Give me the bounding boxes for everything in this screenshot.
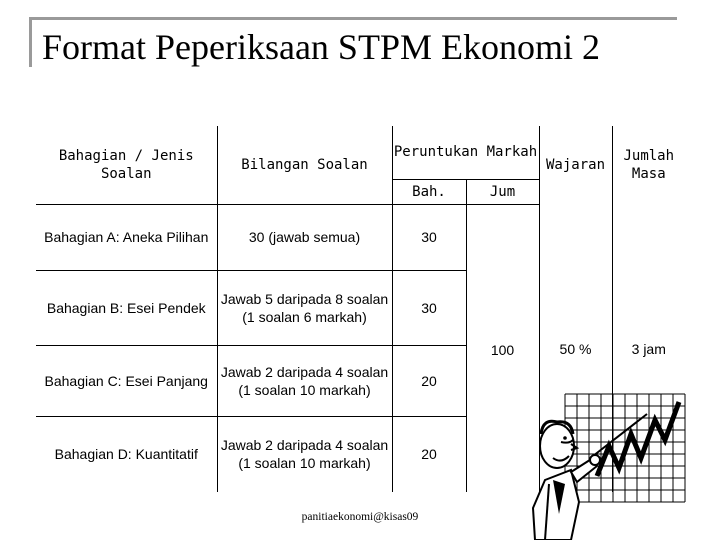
weight-value: 50 %: [539, 204, 612, 492]
total-time: 3 jam: [631, 341, 666, 357]
row-b-count: Jawab 5 daripada 8 soalan (1 soalan 6 markah): [217, 270, 392, 345]
slide-title: Format Peperiksaan STPM Ekonomi 2: [42, 27, 600, 67]
title-frame-top-line: [29, 17, 677, 20]
row-c-count: Jawab 2 daripada 4 soalan (1 soalan 10 markah): [217, 345, 392, 416]
row-b-marks: 30: [392, 270, 466, 345]
header-total-time: Jumlah Masa: [623, 148, 675, 182]
row-c-marks: 20: [392, 345, 466, 416]
businessman-pointing-rising-chart-icon: [527, 384, 697, 540]
row-d-marks: 20: [392, 416, 466, 492]
header-mark-allocation: Peruntukan Markah: [393, 144, 538, 161]
row-a-marks: 30: [392, 204, 466, 270]
footer-credit: panitiaekonomi@kisas09: [301, 511, 419, 523]
row-a-count: 30 (jawab semua): [217, 204, 392, 270]
title-frame-left-line: [29, 17, 32, 67]
header-section: Bahagian / Jenis Soalan: [36, 126, 217, 204]
row-a-section: Bahagian A: Aneka Pilihan: [36, 204, 217, 270]
row-c-section: Bahagian C: Esei Panjang: [36, 345, 217, 416]
row-d-count: Jawab 2 daripada 4 soalan (1 soalan 10 markah): [217, 416, 392, 492]
header-question-count: Bilangan Soalan: [217, 126, 392, 204]
row-b-section: Bahagian B: Esei Pendek: [36, 270, 217, 345]
header-weight: Wajaran: [539, 126, 612, 204]
row-d-section: Bahagian D: Kuantitatif: [36, 416, 217, 492]
header-total-marks: Jum: [466, 179, 539, 204]
header-section-marks: Bah.: [392, 179, 466, 204]
total-marks: 100: [490, 341, 515, 358]
